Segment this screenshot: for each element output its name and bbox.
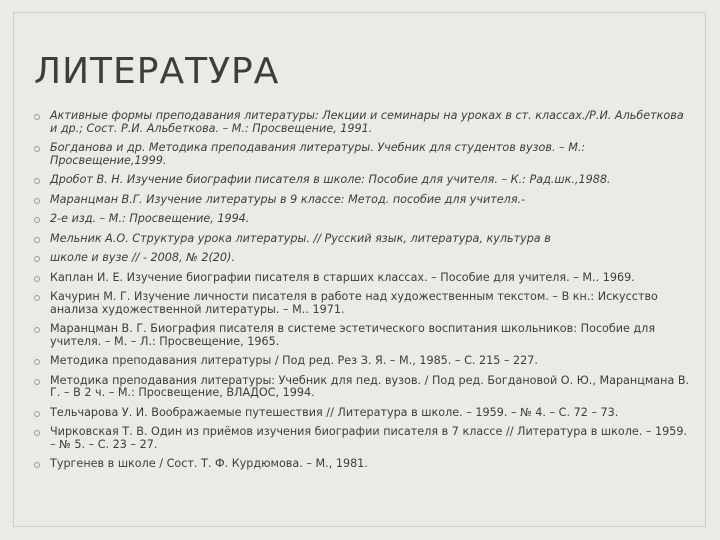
list-item-text: Мельник А.О. Структура урока литературы. // Русский язык, литература, культура в [50,231,551,245]
list-item-text: школе и вузе // - 2008, № 2(20). [50,251,235,264]
list-item [34,458,694,471]
list-item [34,375,694,400]
bullet-icon [34,359,40,365]
bullet-icon [34,462,40,468]
list-item [34,426,694,451]
bullet-icon [34,146,40,152]
list-item-text: Активные формы преподавания литературы: Лекции и семинары на уроках в ст. классах./Р.И. Альбеткова и др.; Сост. Р.И. Альбеткова. – М.: Просвещение, 1991. [50,109,684,135]
slide-title: ЛИТЕРАТУРА [34,51,280,92]
list-item [34,194,694,207]
list-item-text: Чирковская Т. В. Один из приёмов изучения биографии писателя в 7 классе // Литература в школе. – 1959. – № 5. – С. 23 – 27. [50,425,688,451]
bullet-icon [34,114,40,120]
bullet-icon [34,379,40,385]
bullet-icon [34,430,40,436]
list-item [34,213,694,226]
list-item-text: Маранцман В. Г. Биография писателя в системе эстетического воспитания школьников: Пособие для учителя. – М. – Л.: Просвещение, 1965. [50,322,656,348]
bullet-icon [34,178,40,184]
list-item [34,174,694,187]
list-item-text: Тургенев в школе / Сост. Т. Ф. Курдюмова. – М., 1981. [50,457,368,470]
list-item-text: Маранцман В.Г. Изучение литературы в 9 классе: Метод. пособие для учителя.- [50,192,526,206]
bullet-icon [34,276,40,282]
bullet-icon [34,327,40,333]
bullet-icon [34,217,40,223]
list-item [34,142,694,167]
list-item-text: Методика преподавания литературы / Под ред. Рез З. Я. – М., 1985. – С. 215 – 227. [50,354,538,367]
bullet-icon [34,295,40,301]
bullet-icon [34,256,40,262]
list-item-text: Методика преподавания литературы: Учебник для пед. вузов. / Под ред. Богдановой О. Ю., Маранцмана В. Г. – В 2 ч. – М.: Просвещение, ВЛАДОС, 1994. [50,373,690,399]
list-item [34,110,694,135]
list-item-text: 2-е изд. – М.: Просвещение, 1994. [50,212,250,225]
list-item [34,355,694,368]
list-item [34,252,694,265]
list-item-text: Тельчарова У. И. Воображаемые путешествия // Литература в школе. – 1959. – № 4. – С. 72 – 73. [50,405,619,419]
list-item [34,407,694,420]
bullet-icon [34,198,40,204]
bibliography-list [34,110,694,478]
list-item-text: Богданова и др. Методика преподавания литературы. Учебник для студентов вузов. – М.: Просвещение,1999. [50,141,586,167]
list-item-text: Дробот В. Н. Изучение биографии писателя в школе: Пособие для учителя. – К.: Рад.шк.,1988. [50,173,611,186]
list-item [34,291,694,316]
list-item [34,323,694,348]
list-item-text: Качурин М. Г. Изучение личности писателя в работе над художественным текстом. – В кн.: Искусство анализа художественной литературы. – М.. 1971. [50,290,658,316]
list-item [34,272,694,285]
list-item-text: Каплан И. Е. Изучение биографии писателя в старших классах. – Пособие для учителя. – М.. 1969. [50,270,635,284]
bullet-icon [34,411,40,417]
bullet-icon [34,237,40,243]
list-item [34,233,694,246]
